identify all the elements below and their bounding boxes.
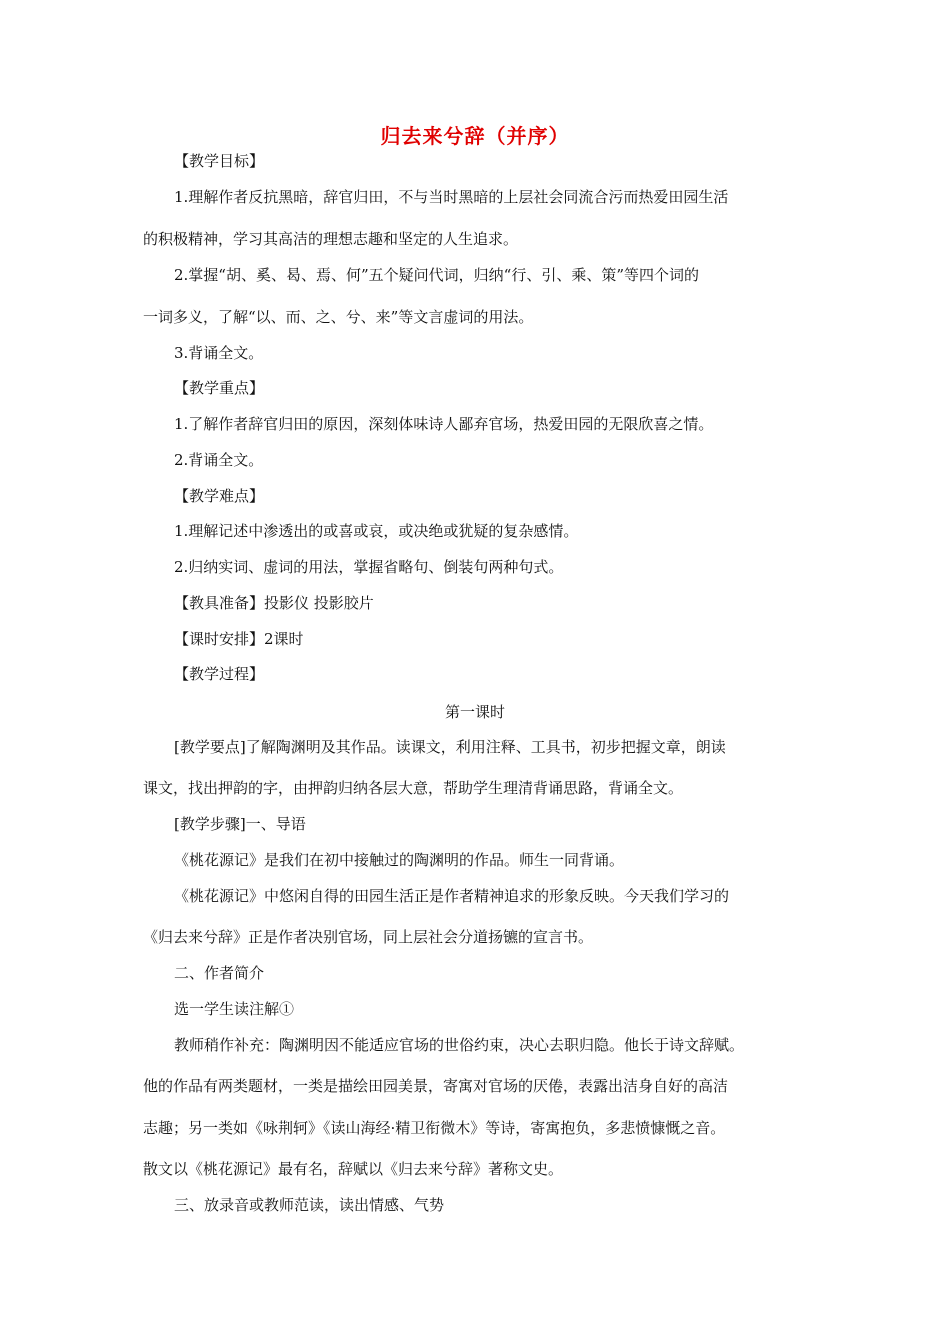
paragraph-line: 教师稍作补充：陶渊明因不能适应官场的世俗约束，决心去职归隐。他长于诗文辞赋。 [174,1036,745,1054]
section-heading-key-points: 【教学重点】 [174,379,265,397]
section-heading-schedule: 【课时安排】2课时 [174,630,304,648]
paragraph-line: 二、作者简介 [174,964,265,982]
paragraph-line: 一词多义，了解“以、而、之、兮、来”等文言虚词的用法。 [143,308,534,326]
paragraph-line: 1.理解作者反抗黑暗，辞官归田，不与当时黑暗的上层社会同流合污而热爱田园生活 [174,188,729,206]
paragraph-line: 2.背诵全文。 [174,451,264,469]
paragraph-line: 他的作品有两类题材，一类是描绘田园美景，寄寓对官场的厌倦，表露出洁身自好的高洁 [143,1077,729,1095]
paragraph-line: 2.掌握“胡、奚、曷、焉、何”五个疑问代词，归纳“行、引、乘、策”等四个词的 [174,266,699,284]
document-title: 归去来兮辞（并序） [380,124,570,148]
section-heading-difficulties: 【教学难点】 [174,487,265,505]
paragraph-line: 《桃花源记》是我们在初中接触过的陶渊明的作品。师生一同背诵。 [174,851,625,869]
paragraph-line: 选一学生读注解① [174,1000,295,1018]
paragraph-line: 三、放录音或教师范读，读出情感、气势 [174,1196,445,1214]
lesson-heading: 第一课时 [444,703,505,721]
paragraph-line: 2.归纳实词、虚词的用法，掌握省略句、倒装句两种句式。 [174,558,564,576]
paragraph-line: 志趣；另一类如《咏荆轲》《读山海经·精卫衔微木》等诗，寄寓抱负，多悲愤慷慨之音。 [143,1119,726,1137]
paragraph-line: 1.了解作者辞官归田的原因，深刻体味诗人鄙弃官场，热爱田园的无限欣喜之情。 [174,415,714,433]
section-heading-process: 【教学过程】 [174,665,265,683]
paragraph-line: 散文以《桃花源记》最有名，辞赋以《归去来兮辞》著称文史。 [143,1160,564,1178]
paragraph-line: 课文，找出押韵的字，由押韵归纳各层大意，帮助学生理清背诵思路，背诵全文。 [143,779,684,797]
paragraph-line: 3.背诵全文。 [174,344,264,362]
section-heading-objectives: 【教学目标】 [174,152,265,170]
paragraph-line: [教学要点]了解陶渊明及其作品。读课文，利用注释、工具书，初步把握文章，朗读 [174,738,726,756]
paragraph-line: 的积极精神，学习其高洁的理想志趣和坚定的人生追求。 [143,230,519,248]
paragraph-line: 《桃花源记》中悠闲自得的田园生活正是作者精神追求的形象反映。今天我们学习的 [174,887,730,905]
section-heading-materials: 【教具准备】投影仪 投影胶片 [174,594,374,612]
paragraph-line: [教学步骤]一、导语 [174,815,306,833]
paragraph-line: 《归去来兮辞》正是作者决别官场，同上层社会分道扬镳的宣言书。 [143,928,594,946]
paragraph-line: 1.理解记述中渗透出的或喜或哀，或决绝或犹疑的复杂感情。 [174,522,579,540]
